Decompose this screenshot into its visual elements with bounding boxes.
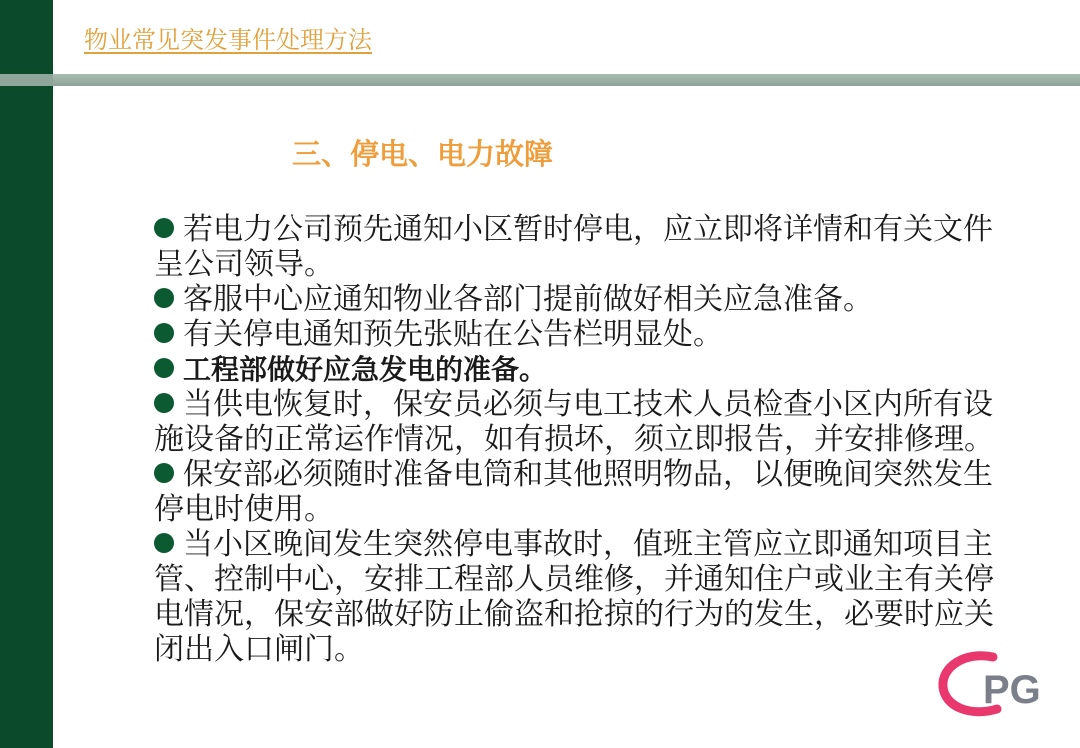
logo-text: PG — [983, 668, 1041, 712]
list-item — [154, 212, 1004, 282]
bullet-dot-icon — [154, 393, 174, 413]
header-rule-band — [53, 74, 1080, 86]
list-item — [154, 387, 1004, 457]
list-item-text: 工程部做好应急发电的准备。 — [183, 353, 548, 386]
bullet-dot-icon — [154, 323, 174, 343]
list-item — [154, 527, 1004, 667]
bullet-dot-icon — [154, 218, 174, 238]
section-title: 三、停电、电力故障 — [292, 137, 554, 171]
bullet-dot-icon — [154, 358, 174, 378]
list-item — [154, 282, 1004, 317]
left-sidebar-bar — [0, 0, 53, 748]
bullet-dot-icon — [154, 463, 174, 483]
list-item — [154, 457, 1004, 527]
list-item-text: 保安部必须随时准备电筒和其他照明物品，以便晚间突然发生停电时使用。 — [154, 457, 993, 527]
list-item-text: 当小区晚间发生突然停电事故时，值班主管应立即通知项目主管、控制中心，安排工程部人员维修，并通知住户或业主有关停电情况，保安部做好防止偷盗和抢掠的行为的发生，必要时应关闭出入口闸门。 — [154, 527, 994, 667]
list-item-text: 有关停电通知预先张贴在公告栏明显处。 — [183, 317, 723, 352]
slide-header-title: 物业常见突发事件处理方法 — [84, 26, 372, 54]
bullet-list — [154, 212, 1004, 667]
list-item — [154, 317, 1004, 352]
cpg-logo-icon — [935, 645, 1075, 725]
bullet-dot-icon — [154, 533, 174, 553]
bullet-dot-icon — [154, 288, 174, 308]
list-item-text: 若电力公司预先通知小区暂时停电，应立即将详情和有关文件呈公司领导。 — [154, 212, 993, 282]
list-item-text: 客服中心应通知物业各部门提前做好相关应急准备。 — [183, 282, 873, 317]
list-item — [154, 352, 1004, 387]
list-item-text: 当供电恢复时，保安员必须与电工技术人员检查小区内所有设施设备的正常运作情况，如有损坏，须立即报告，并安排修理。 — [154, 387, 994, 457]
